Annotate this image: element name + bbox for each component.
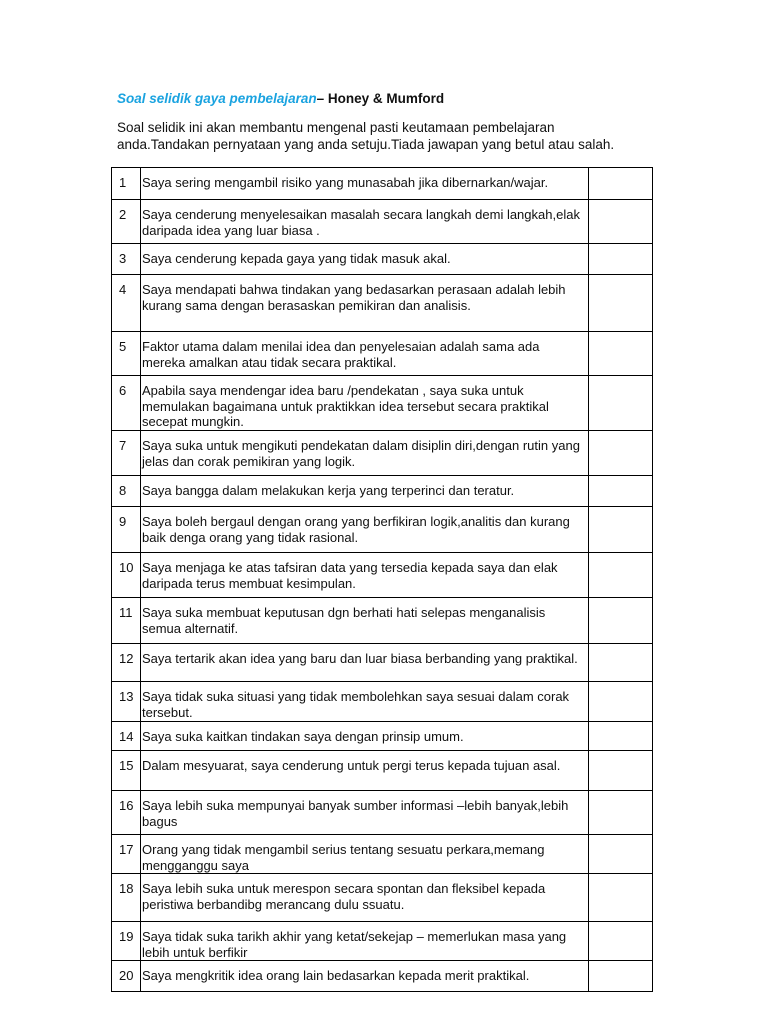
question-text: Saya boleh bergaul dengan orang yang berfikiran logik,analitis dan kurang baik denga orang yang tidak rasional.: [141, 507, 589, 553]
question-text: Saya mendapati bahwa tindakan yang bedasarkan perasaan adalah lebih kurang sama dengan berasaskan pemikiran dan analisis.: [141, 275, 589, 332]
answer-box[interactable]: [589, 961, 653, 992]
table-row: [112, 332, 653, 376]
answer-box[interactable]: [589, 644, 653, 682]
title-accent: Soal selidik gaya pembelajaran: [117, 91, 317, 106]
answer-box[interactable]: [589, 682, 653, 722]
question-number: 13: [112, 682, 141, 722]
answer-box[interactable]: [589, 200, 653, 244]
question-number: 4: [112, 275, 141, 332]
table-row: [112, 200, 653, 244]
questionnaire-table: [111, 167, 653, 992]
intro-line-2: anda.Tandakan pernyataan yang anda setuju.Tiada jawapan yang betul atau salah.: [117, 137, 615, 152]
intro-line-1: Soal selidik ini akan membantu mengenal pasti keutamaan pembelajaran: [117, 120, 555, 135]
answer-box[interactable]: [589, 244, 653, 275]
answer-box[interactable]: [589, 376, 653, 431]
answer-box[interactable]: [589, 168, 653, 200]
table-row: [112, 476, 653, 507]
question-number: 10: [112, 553, 141, 598]
question-number: 16: [112, 791, 141, 835]
question-number: 18: [112, 874, 141, 922]
intro-paragraph: [117, 119, 677, 153]
answer-box[interactable]: [589, 431, 653, 476]
answer-box[interactable]: [589, 507, 653, 553]
answer-box[interactable]: [589, 598, 653, 644]
question-text: Saya bangga dalam melakukan kerja yang terperinci dan teratur.: [141, 476, 589, 507]
answer-box[interactable]: [589, 751, 653, 791]
table-row: [112, 682, 653, 722]
table-row: [112, 431, 653, 476]
question-number: 2: [112, 200, 141, 244]
answer-box[interactable]: [589, 553, 653, 598]
table-row: [112, 553, 653, 598]
question-number: 1: [112, 168, 141, 200]
table-row: [112, 376, 653, 431]
question-text: Saya sering mengambil risiko yang munasabah jika dibernarkan/wajar.: [141, 168, 589, 200]
question-number: 12: [112, 644, 141, 682]
answer-box[interactable]: [589, 275, 653, 332]
table-row: [112, 874, 653, 922]
question-text: Faktor utama dalam menilai idea dan penyelesaian adalah sama ada mereka amalkan atau tidak secara praktikal.: [141, 332, 589, 376]
table-row: [112, 751, 653, 791]
table-row: [112, 598, 653, 644]
answer-box[interactable]: [589, 922, 653, 961]
question-number: 14: [112, 722, 141, 751]
question-text: Saya cenderung kepada gaya yang tidak masuk akal.: [141, 244, 589, 275]
answer-box[interactable]: [589, 835, 653, 874]
question-text: Saya suka kaitkan tindakan saya dengan prinsip umum.: [141, 722, 589, 751]
table-row: [112, 168, 653, 200]
question-text: Saya tidak suka tarikh akhir yang ketat/sekejap – memerlukan masa yang lebih untuk berfikir: [141, 922, 589, 961]
table-row: [112, 644, 653, 682]
answer-box[interactable]: [589, 476, 653, 507]
question-text: Saya lebih suka untuk merespon secara spontan dan fleksibel kepada peristiwa berbandibg merancang dulu ssuatu.: [141, 874, 589, 922]
question-text: Saya mengkritik idea orang lain bedasarkan kepada merit praktikal.: [141, 961, 589, 992]
question-number: 3: [112, 244, 141, 275]
title-rest: – Honey & Mumford: [316, 91, 445, 106]
table-row: [112, 507, 653, 553]
question-text: Saya menjaga ke atas tafsiran data yang tersedia kepada saya dan elak daripada terus membuat kesimpulan.: [141, 553, 589, 598]
question-text: Saya suka membuat keputusan dgn berhati hati selepas menganalisis semua alternatif.: [141, 598, 589, 644]
question-text: Saya cenderung menyelesaikan masalah secara langkah demi langkah,elak daripada idea yang luar biasa .: [141, 200, 589, 244]
question-number: 8: [112, 476, 141, 507]
table-row: [112, 835, 653, 874]
question-number: 19: [112, 922, 141, 961]
table-row: [112, 275, 653, 332]
table-row: [112, 961, 653, 992]
question-number: 6: [112, 376, 141, 431]
question-number: 15: [112, 751, 141, 791]
answer-box[interactable]: [589, 332, 653, 376]
document-title: [117, 91, 444, 106]
question-number: 11: [112, 598, 141, 644]
question-text: Saya tertarik akan idea yang baru dan luar biasa berbanding yang praktikal.: [141, 644, 589, 682]
table-row: [112, 244, 653, 275]
question-number: 17: [112, 835, 141, 874]
answer-box[interactable]: [589, 722, 653, 751]
question-text: Dalam mesyuarat, saya cenderung untuk pergi terus kepada tujuan asal.: [141, 751, 589, 791]
question-number: 20: [112, 961, 141, 992]
table-row: [112, 922, 653, 961]
question-number: 7: [112, 431, 141, 476]
table-row: [112, 722, 653, 751]
question-text: Apabila saya mendengar idea baru /pendekatan , saya suka untuk memulakan bagaimana untuk praktikkan idea tersebut secara praktikal secepat mungkin.: [141, 376, 589, 431]
question-number: 9: [112, 507, 141, 553]
question-text: Saya tidak suka situasi yang tidak membolehkan saya sesuai dalam corak tersebut.: [141, 682, 589, 722]
question-number: 5: [112, 332, 141, 376]
question-text: Saya suka untuk mengikuti pendekatan dalam disiplin diri,dengan rutin yang jelas dan corak pemikiran yang logik.: [141, 431, 589, 476]
question-text: Orang yang tidak mengambil serius tentang sesuatu perkara,memang mengganggu saya: [141, 835, 589, 874]
table-row: [112, 791, 653, 835]
answer-box[interactable]: [589, 874, 653, 922]
question-text: Saya lebih suka mempunyai banyak sumber informasi –lebih banyak,lebih bagus: [141, 791, 589, 835]
answer-box[interactable]: [589, 791, 653, 835]
